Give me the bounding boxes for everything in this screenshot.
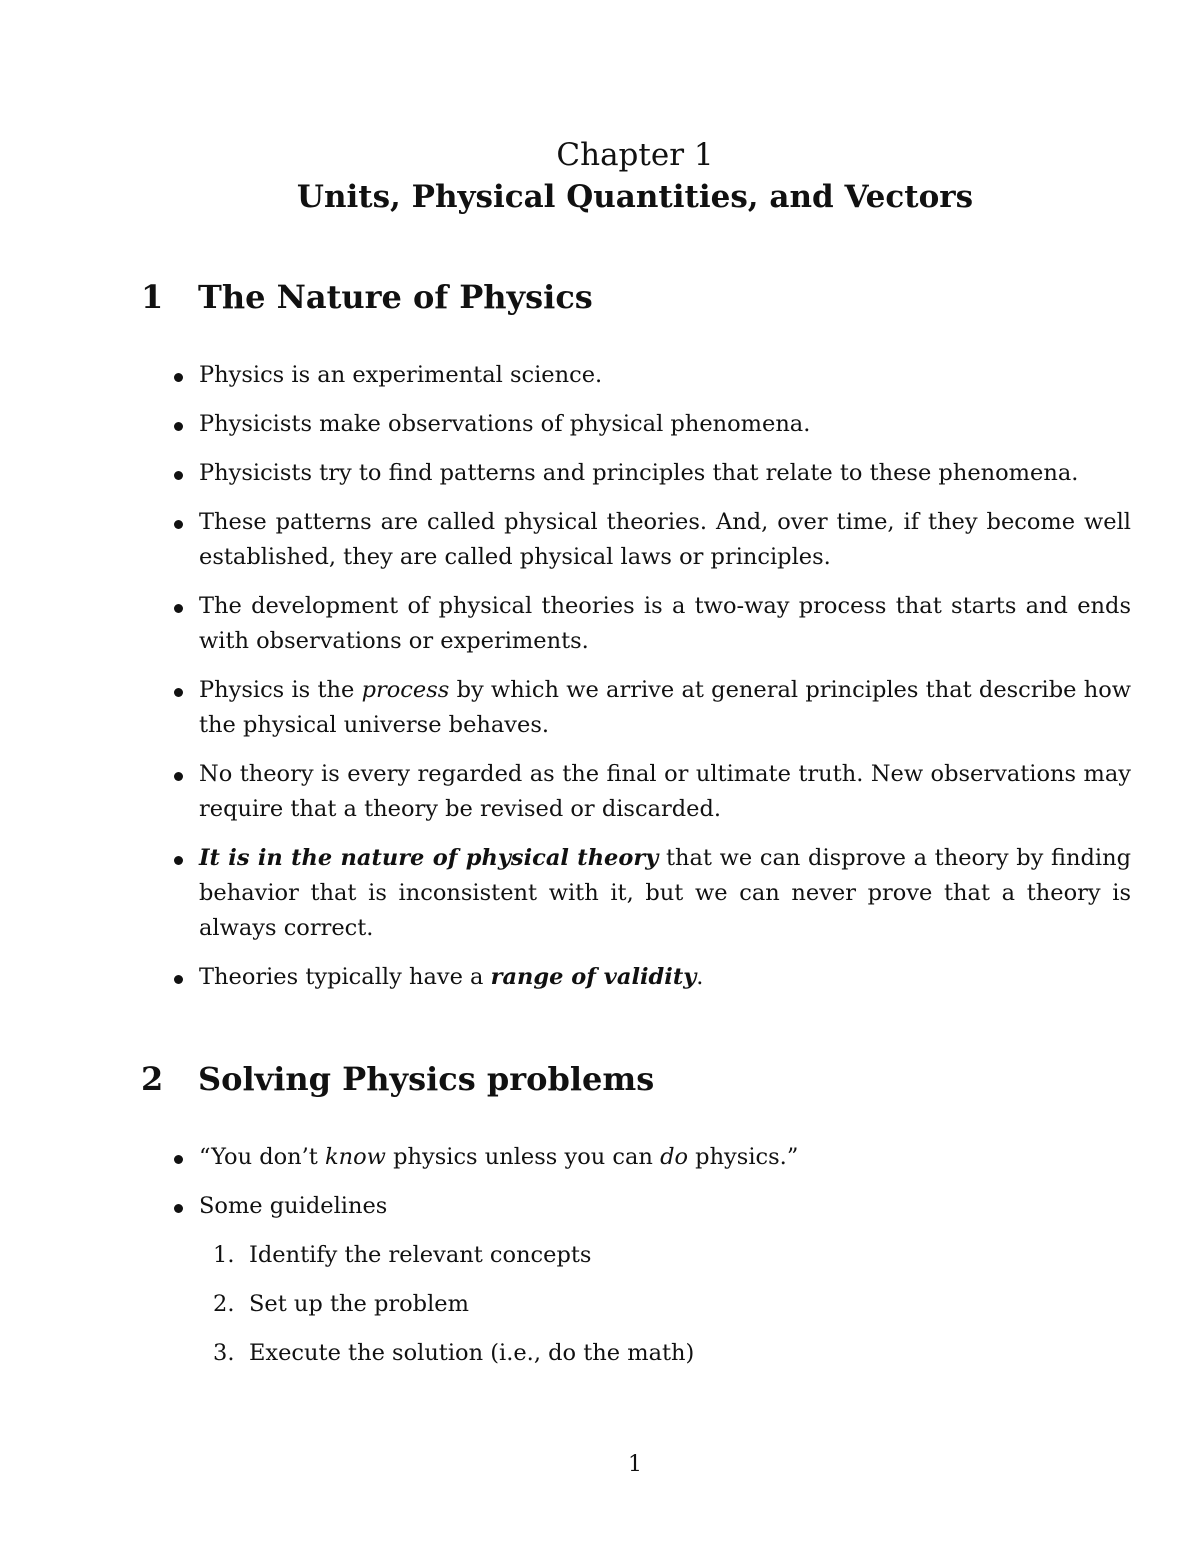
guidelines-steps [199, 1238, 1131, 1371]
bullet-icon [174, 373, 183, 382]
quote-text: “You don’t [199, 1144, 326, 1170]
list-item-text: Physicists make observations of physical phenomena. [199, 411, 811, 437]
bullet-icon [174, 688, 183, 697]
emphasis-text: process [361, 677, 450, 703]
bullet-icon [174, 604, 183, 613]
bullet-icon [174, 856, 183, 865]
emphasis-text: do [660, 1144, 689, 1170]
list-item [199, 456, 1131, 491]
step-item [199, 1238, 1131, 1273]
list-item-text: No theory is every regarded as the final or ultimate truth. New observations may require that a theory be revised or discarded. [199, 761, 1131, 822]
list-item-text: Theories typically have a [199, 964, 491, 990]
chapter-label: Chapter 1 [556, 137, 714, 173]
quote-text: physics unless you can [385, 1144, 661, 1170]
list-item-text: The development of physical theories is a two-way process that starts and ends with observations or experiments. [199, 593, 1131, 654]
nature-of-physics-list [199, 358, 1131, 1009]
list-item-text: by which we arrive at general principles that describe how the physical universe behaves. [199, 677, 1132, 738]
list-item [199, 1189, 1131, 1371]
section-heading-solving-problems [141, 1059, 654, 1099]
step-item [199, 1287, 1131, 1322]
list-item [199, 407, 1131, 442]
step-text: Set up the problem [249, 1291, 469, 1317]
step-number: 2. [213, 1291, 235, 1317]
list-item-text: Physicists try to find patterns and principles that relate to these phenomena. [199, 460, 1079, 486]
bullet-icon [174, 1155, 183, 1164]
list-item [199, 841, 1131, 946]
emphasis-text: range of validity [490, 964, 697, 990]
list-item [199, 1140, 1131, 1175]
bullet-icon [174, 520, 183, 529]
list-item [199, 673, 1131, 743]
section-heading-nature-of-physics [141, 277, 593, 317]
bullet-icon [174, 422, 183, 431]
bullet-icon [174, 1204, 183, 1213]
step-text: Identify the relevant concepts [249, 1242, 592, 1268]
list-item-text: . [696, 964, 704, 990]
guidelines-label: Some guidelines [199, 1193, 388, 1219]
section-number: 2 [141, 1060, 164, 1098]
list-item [199, 757, 1131, 827]
step-text: Execute the solution (i.e., do the math) [249, 1340, 695, 1366]
page-number: 1 [628, 1452, 642, 1477]
list-item-text: that we can disprove a theory by finding behavior that is inconsistent with it, but we can never prove that a theory is always correct. [199, 845, 1131, 941]
list-item [199, 589, 1131, 659]
quote-text: physics.” [688, 1144, 799, 1170]
list-item [199, 358, 1131, 393]
chapter-title: Units, Physical Quantities, and Vectors [296, 179, 974, 215]
step-number: 3. [213, 1340, 235, 1366]
list-item [199, 505, 1131, 575]
section-number: 1 [141, 278, 164, 316]
bullet-icon [174, 471, 183, 480]
list-item-text: These patterns are called physical theories. And, over time, if they become well established, they are called physical laws or principles. [199, 509, 1131, 570]
step-item [199, 1336, 1131, 1371]
bullet-icon [174, 772, 183, 781]
emphasis-text: know [325, 1144, 386, 1170]
bullet-icon [174, 975, 183, 984]
list-item [199, 960, 1131, 995]
list-item-text: Physics is an experimental science. [199, 362, 603, 388]
section-title: Solving Physics problems [198, 1060, 655, 1098]
emphasis-text: It is in the nature of physical theory [199, 845, 659, 871]
section-title: The Nature of Physics [198, 278, 593, 316]
list-item-text: Physics is the [199, 677, 362, 703]
step-number: 1. [213, 1242, 235, 1268]
solving-problems-list [199, 1140, 1131, 1385]
